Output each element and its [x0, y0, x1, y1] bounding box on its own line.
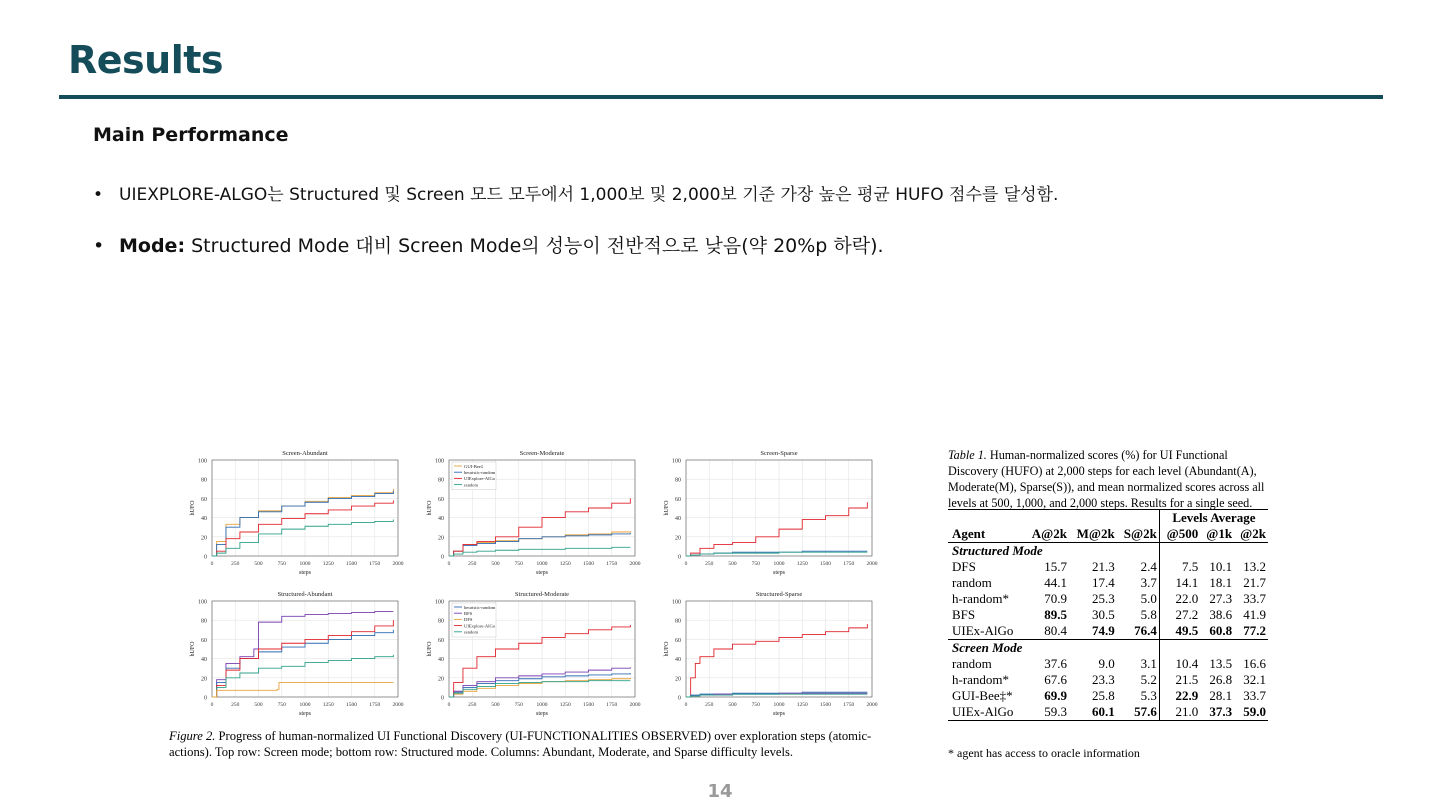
table-value-cell: 16.6 [1243, 656, 1266, 671]
x-tick-label: 1000 [299, 702, 311, 708]
x-tick-label: 1250 [796, 561, 808, 567]
legend-label: UIExplore-AlGo [464, 476, 496, 482]
table-value-cell: 38.6 [1209, 607, 1233, 622]
table-value-cell: 22.9 [1159, 688, 1200, 704]
table-value-cell: 27.2 [1159, 607, 1200, 623]
y-tick-label: 60 [201, 637, 207, 644]
bullet-item [93, 231, 884, 258]
table-value-cell: 69.9 [1044, 688, 1067, 703]
table-value-cell: 10.4 [1159, 656, 1200, 672]
table-agent-cell: UIEx-AlGo [948, 704, 1024, 721]
results-table [948, 509, 1268, 721]
y-axis-label: hUFO [427, 500, 433, 516]
y-tick-label: 100 [435, 458, 444, 465]
table-row [948, 575, 1268, 591]
table-value-cell: 13.2 [1243, 559, 1266, 574]
y-tick-label: 40 [675, 516, 681, 523]
x-tick-label: 0 [210, 561, 214, 567]
y-tick-label: 60 [201, 496, 207, 503]
series-line [449, 673, 630, 697]
table-value-cell: 9.0 [1098, 656, 1115, 671]
table-section-row [948, 640, 1268, 657]
x-tick-label: 1750 [843, 561, 855, 567]
table-value-cell: 21.7 [1243, 575, 1266, 590]
table-header-cell: Agent [952, 526, 986, 541]
chart-title: Structured-Abundant [277, 591, 333, 598]
y-tick-label: 0 [204, 554, 207, 561]
table-value-cell: 33.7 [1243, 591, 1266, 606]
chart-title: Structured-Moderate [514, 591, 570, 598]
table-value-cell: 76.4 [1134, 623, 1157, 638]
y-tick-label: 0 [204, 695, 207, 702]
table-header-cell: @2k [1240, 526, 1266, 541]
table-value-cell: 5.2 [1140, 672, 1157, 687]
table-value-cell: 89.5 [1044, 607, 1067, 622]
table-header-cell: A@2k [1031, 526, 1067, 541]
x-tick-label: 500 [491, 702, 500, 708]
x-tick-label: 2000 [392, 702, 404, 708]
figure-caption-label: Figure 2. [169, 729, 216, 743]
table-value-cell: 3.7 [1140, 575, 1157, 590]
chart-structured-abundant [172, 585, 404, 719]
x-tick-label: 0 [447, 561, 451, 567]
x-axis-label: steps [299, 570, 311, 576]
table-row [948, 559, 1268, 575]
table-agent-cell: DFS [952, 559, 976, 574]
table-value-cell: 15.7 [1044, 559, 1067, 574]
slide-title: Results [68, 38, 224, 82]
y-tick-label: 0 [678, 695, 681, 702]
table-value-cell: 37.6 [1044, 656, 1067, 671]
table-value-cell: 59.3 [1024, 704, 1069, 721]
table-value-cell: 60.1 [1069, 704, 1117, 721]
y-tick-label: 80 [438, 477, 444, 484]
table-agent-cell: h-random* [952, 591, 1010, 606]
x-tick-label: 250 [231, 702, 240, 708]
table-value-cell: 60.8 [1209, 623, 1233, 638]
x-tick-label: 0 [684, 702, 688, 708]
x-tick-label: 1250 [322, 702, 334, 708]
table-agent-cell: h-random* [952, 672, 1010, 687]
y-tick-label: 100 [672, 599, 681, 606]
x-tick-label: 1250 [796, 702, 808, 708]
x-tick-label: 1500 [583, 702, 594, 708]
bullet-text: Structured Mode 대비 Screen Mode의 성능이 전반적으로 낮음(약 20%p 하락). [185, 235, 884, 257]
y-tick-label: 60 [438, 637, 444, 644]
table-value-cell: 14.1 [1159, 575, 1200, 591]
y-tick-label: 60 [675, 496, 681, 503]
x-tick-label: 500 [728, 561, 737, 567]
table-agent-cell: UIEx-AlGo [952, 623, 1014, 638]
series-line [212, 491, 393, 556]
series-line [212, 500, 393, 556]
table-value-cell: 25.8 [1091, 688, 1115, 703]
y-axis-label: hUFO [190, 500, 196, 516]
chart-structured-sparse [646, 585, 878, 719]
series-line [449, 547, 630, 556]
y-tick-label: 40 [438, 657, 444, 664]
y-tick-label: 40 [675, 657, 681, 664]
x-tick-label: 1750 [369, 702, 381, 708]
table-section-label: Screen Mode [948, 640, 1159, 657]
table-footnote: * agent has access to oracle information [948, 746, 1140, 760]
table-value-cell: 22.0 [1159, 591, 1200, 607]
legend-label: BFS [464, 611, 473, 616]
series-line [212, 683, 393, 697]
y-axis-label: hUFO [664, 500, 670, 516]
y-tick-label: 0 [441, 695, 444, 702]
x-tick-label: 1500 [583, 561, 594, 567]
table-agent-cell: random [952, 575, 992, 590]
table-section-label: Structured Mode [948, 543, 1159, 560]
x-tick-label: 2000 [866, 561, 878, 567]
chart-title: Screen-Abundant [282, 450, 328, 457]
table-value-cell: 80.4 [1044, 623, 1067, 638]
table-value-cell: 32.1 [1243, 672, 1266, 687]
table-value-cell: 25.3 [1091, 591, 1115, 606]
x-tick-label: 2000 [392, 561, 404, 567]
x-tick-label: 1000 [536, 561, 548, 567]
table-value-cell: 13.5 [1209, 656, 1233, 671]
table-caption-label: Table 1. [948, 448, 987, 462]
chart-title: Screen-Sparse [760, 450, 798, 457]
table-row [948, 656, 1268, 672]
table-value-cell: 3.1 [1140, 656, 1157, 671]
table-header-cell: @500 [1159, 526, 1200, 543]
table-value-cell: 21.5 [1159, 672, 1200, 688]
x-tick-label: 1000 [299, 561, 311, 567]
table-group-header-row [948, 510, 1268, 527]
x-tick-label: 1500 [820, 702, 831, 708]
series-line [212, 520, 393, 556]
x-tick-label: 1250 [322, 561, 334, 567]
x-axis-label: steps [299, 711, 311, 717]
x-tick-label: 1500 [346, 561, 357, 567]
x-axis-label: steps [536, 711, 548, 717]
figure-caption-text: Progress of human-normalized UI Functional Discovery (UI-FUNCTIONALITIES OBSERVED) over exploration steps (atomic-actions). Top row: Screen mode; bottom row: Structured mode. Columns: Abundant, Moderate, and Sparse difficulty levels. [169, 729, 872, 759]
series-line [686, 552, 867, 556]
table-value-cell: 28.1 [1209, 688, 1233, 703]
y-tick-label: 40 [438, 516, 444, 523]
table-value-cell: 57.6 [1117, 704, 1160, 721]
table-value-cell: 33.7 [1243, 688, 1266, 703]
table-row [948, 607, 1268, 623]
table-value-cell: 41.9 [1243, 607, 1266, 622]
table-value-cell: 44.1 [1044, 575, 1067, 590]
y-tick-label: 20 [675, 676, 681, 683]
x-tick-label: 0 [447, 702, 451, 708]
chart-title: Screen-Moderate [519, 450, 565, 457]
y-tick-label: 80 [675, 618, 681, 625]
chart-screen-moderate [409, 444, 641, 578]
x-tick-label: 250 [231, 561, 240, 567]
table-section-row [948, 543, 1268, 560]
y-tick-label: 40 [201, 516, 207, 523]
table-value-cell: 59.0 [1234, 704, 1268, 721]
x-tick-label: 500 [491, 561, 500, 567]
table-value-cell: 18.1 [1209, 575, 1233, 590]
bullet-marker: • [93, 235, 105, 257]
y-tick-label: 100 [198, 458, 207, 465]
y-axis-label: hUFO [190, 641, 196, 657]
x-tick-label: 2000 [866, 702, 878, 708]
table-header-row [948, 526, 1268, 543]
table-caption-text: Human-normalized scores (%) for UI Functional Discovery (HUFO) at 2,000 steps for each level (Abundant(A), Moderate(M), Sparse(S)), and mean normalized scores across all levels at 500, 1,000, and 2,000 steps. Results for a single seed. [948, 448, 1265, 510]
x-axis-label: steps [773, 711, 785, 717]
legend-label: random [464, 629, 479, 635]
y-tick-label: 20 [438, 535, 444, 542]
y-tick-label: 20 [438, 676, 444, 683]
table-header-cell: S@2k [1123, 526, 1157, 541]
y-tick-label: 100 [672, 458, 681, 465]
chart-screen-abundant [172, 444, 404, 578]
page-number: 14 [707, 781, 733, 802]
table-caption [948, 447, 1270, 511]
x-tick-label: 750 [751, 702, 760, 708]
bullet-bold-label: Mode: [119, 235, 186, 257]
x-tick-label: 250 [705, 702, 714, 708]
table-value-cell: 27.3 [1209, 591, 1233, 606]
figure-line-charts [172, 444, 917, 770]
y-axis-label: hUFO [427, 641, 433, 657]
x-tick-label: 250 [705, 561, 714, 567]
series-line [449, 498, 630, 556]
y-tick-label: 80 [438, 618, 444, 625]
table-row [948, 623, 1268, 640]
legend-label: heuristic-random [464, 470, 496, 475]
table-row [948, 591, 1268, 607]
x-tick-label: 1750 [606, 561, 618, 567]
y-tick-label: 60 [675, 637, 681, 644]
table-value-cell: 30.5 [1091, 607, 1115, 622]
y-tick-label: 0 [678, 554, 681, 561]
table-agent-cell: GUI-Bee‡* [952, 688, 1013, 703]
table-value-cell: 21.0 [1159, 704, 1200, 721]
x-tick-label: 750 [277, 561, 286, 567]
x-tick-label: 500 [254, 561, 263, 567]
table-value-cell: 77.2 [1243, 623, 1266, 638]
table-agent-cell: BFS [952, 607, 976, 622]
series-line [686, 502, 867, 556]
x-tick-label: 1500 [820, 561, 831, 567]
x-tick-label: 1750 [606, 702, 618, 708]
table-value-cell: 10.1 [1209, 559, 1233, 574]
title-underline [59, 95, 1383, 99]
y-tick-label: 80 [201, 477, 207, 484]
x-axis-label: steps [536, 570, 548, 576]
y-tick-label: 0 [441, 554, 444, 561]
x-tick-label: 750 [514, 561, 523, 567]
table-value-cell: 37.3 [1200, 704, 1234, 721]
table-row [948, 688, 1268, 704]
x-tick-label: 0 [210, 702, 214, 708]
table-value-cell: 67.6 [1044, 672, 1067, 687]
series-line [449, 667, 630, 697]
x-tick-label: 1250 [559, 702, 571, 708]
table-value-cell: 21.3 [1091, 559, 1115, 574]
y-tick-label: 100 [198, 599, 207, 606]
legend-label: GUI-Bee‡ [464, 463, 484, 469]
y-tick-label: 40 [201, 657, 207, 664]
table-value-cell: 23.3 [1091, 672, 1115, 687]
x-tick-label: 250 [468, 561, 477, 567]
x-tick-label: 250 [468, 702, 477, 708]
x-tick-label: 1250 [559, 561, 571, 567]
x-tick-label: 2000 [629, 702, 641, 708]
x-tick-label: 1000 [773, 702, 785, 708]
table-value-cell: 74.9 [1091, 623, 1115, 638]
table-value-cell: 7.5 [1159, 559, 1200, 575]
figure-caption [169, 728, 914, 760]
x-tick-label: 1000 [773, 561, 785, 567]
table-value-cell: 70.9 [1044, 591, 1067, 606]
legend-label: random [464, 482, 479, 488]
table-value-cell: 5.8 [1140, 607, 1157, 622]
legend-label: heuristic-random [464, 604, 496, 610]
y-tick-label: 80 [201, 618, 207, 625]
table-value-cell: 5.3 [1140, 688, 1157, 703]
table-header-cell: @1k [1206, 526, 1233, 541]
y-tick-label: 20 [675, 535, 681, 542]
y-tick-label: 20 [201, 535, 207, 542]
series-line [686, 624, 867, 697]
table-row [948, 704, 1268, 721]
legend-label: DFS [464, 617, 473, 623]
bullet-text: UIEXPLORE-ALGO는 Structured 및 Screen 모드 모두에서 1,000보 및 2,000보 기준 가장 높은 평균 HUFO 점수를 달성함. [119, 185, 1059, 205]
table-value-cell: 17.4 [1091, 575, 1115, 590]
bullet-item [93, 180, 1058, 205]
x-axis-label: steps [773, 570, 785, 576]
chart-screen-sparse [646, 444, 878, 578]
table-value-cell: 26.8 [1209, 672, 1233, 687]
x-tick-label: 1750 [843, 702, 855, 708]
table-row [948, 672, 1268, 688]
x-tick-label: 500 [254, 702, 263, 708]
series-line [212, 612, 393, 697]
chart-structured-moderate [409, 585, 641, 719]
y-tick-label: 100 [435, 599, 444, 606]
table-header-cell: M@2k [1076, 526, 1115, 541]
bullet-marker: • [93, 185, 104, 205]
y-tick-label: 20 [201, 676, 207, 683]
table-agent-cell: random [952, 656, 992, 671]
section-subheading: Main Performance [93, 124, 289, 146]
x-tick-label: 1500 [346, 702, 357, 708]
x-tick-label: 1000 [536, 702, 548, 708]
table-value-cell: 2.4 [1140, 559, 1157, 574]
x-tick-label: 750 [751, 561, 760, 567]
table-value-cell: 5.0 [1140, 591, 1157, 606]
table-group-header: Levels Average [1159, 510, 1268, 527]
table-value-cell: 49.5 [1159, 623, 1200, 640]
x-tick-label: 750 [277, 702, 286, 708]
x-tick-label: 750 [514, 702, 523, 708]
x-tick-label: 2000 [629, 561, 641, 567]
legend-label: UIExplore-AlGo [464, 623, 496, 629]
x-tick-label: 500 [728, 702, 737, 708]
x-tick-label: 0 [684, 561, 688, 567]
chart-title: Structured-Sparse [755, 591, 803, 598]
y-axis-label: hUFO [664, 641, 670, 657]
y-tick-label: 60 [438, 496, 444, 503]
y-tick-label: 80 [675, 477, 681, 484]
x-tick-label: 1750 [369, 561, 381, 567]
